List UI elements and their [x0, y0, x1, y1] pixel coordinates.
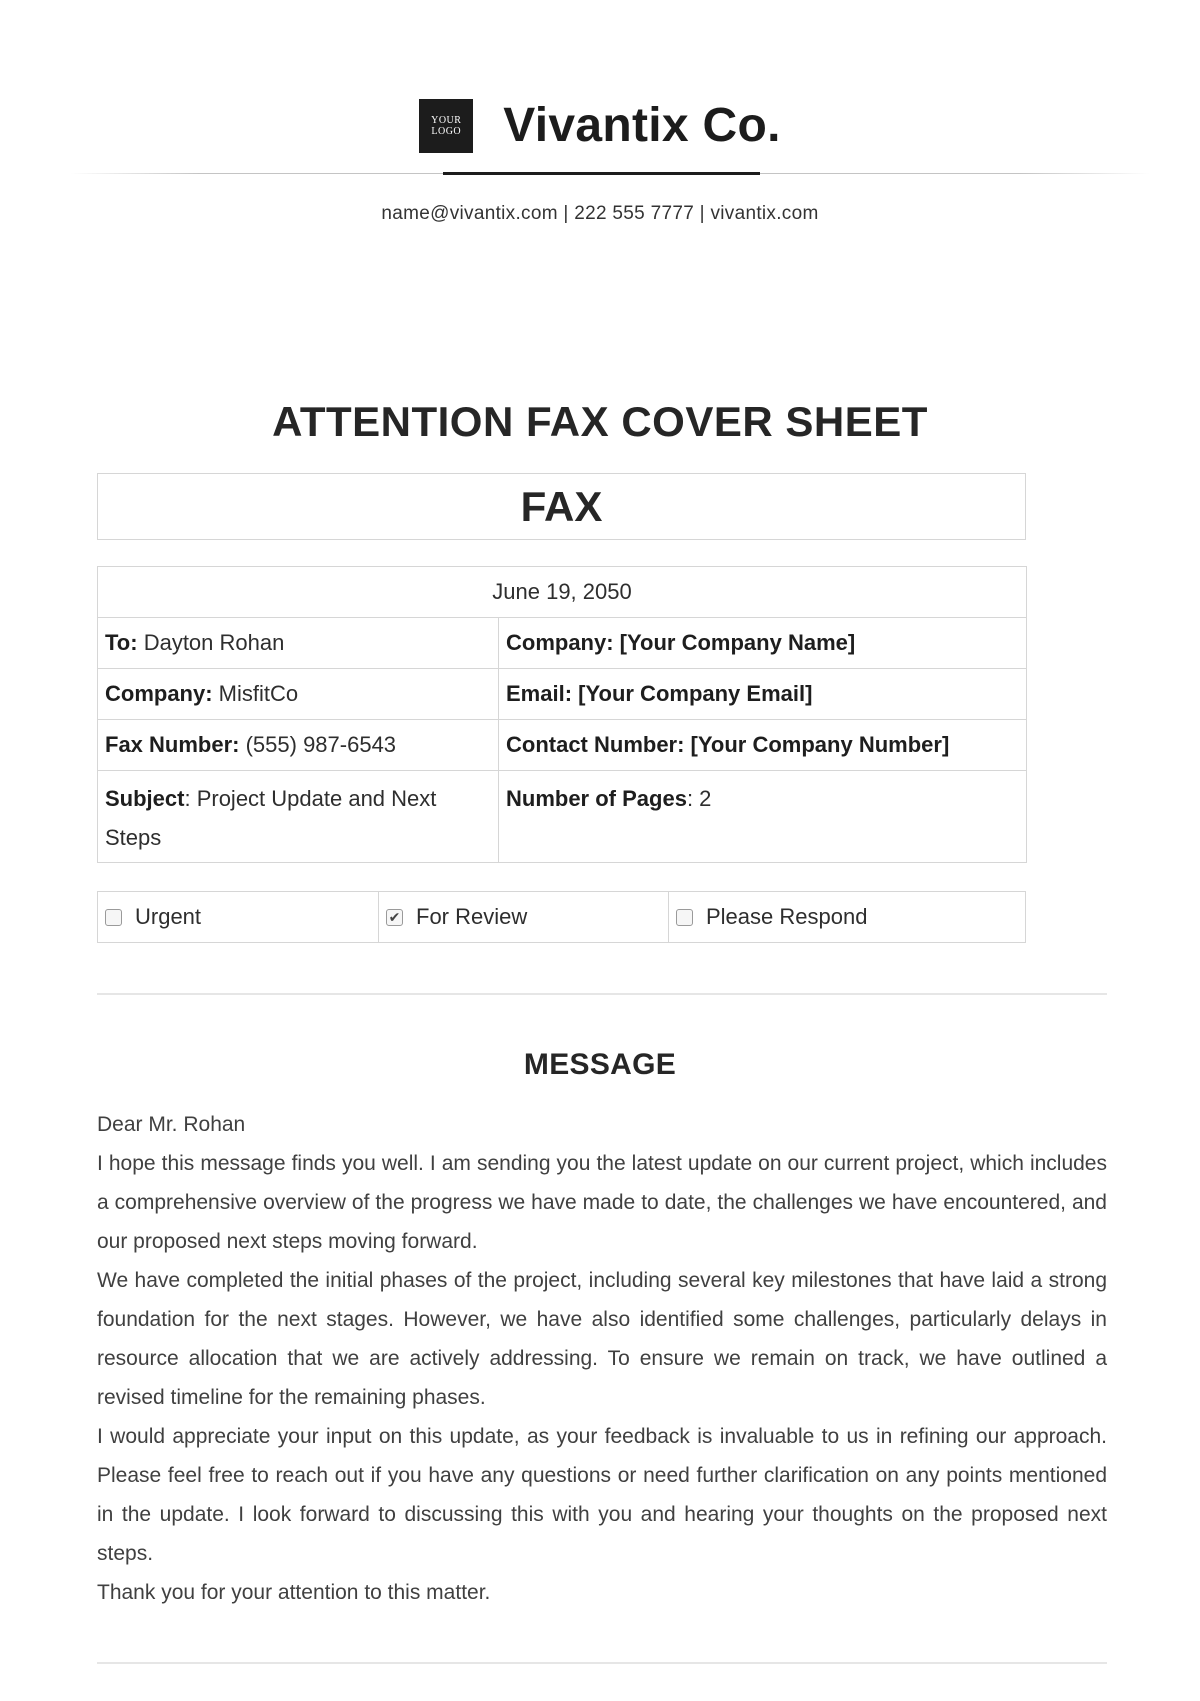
fax-number-value: (555) 987-6543	[239, 732, 397, 757]
checkbox-urgent[interactable]	[105, 909, 122, 926]
table-row	[98, 618, 1027, 669]
option-please-respond-label: Please Respond	[706, 904, 868, 929]
sender-contact	[499, 720, 1027, 771]
sender-company	[499, 618, 1027, 669]
fax-options	[97, 891, 1026, 943]
company-label: Company:	[105, 681, 213, 706]
section-divider	[97, 993, 1107, 995]
option-urgent[interactable]	[98, 892, 379, 942]
contact-line: name@vivantix.com | 222 555 7777 | vivantix.com	[381, 203, 819, 224]
table-row	[98, 669, 1027, 720]
message-salutation: Dear Mr. Rohan	[97, 1113, 246, 1136]
subject-label: Subject	[105, 786, 185, 811]
company-logo	[419, 99, 473, 153]
option-for-review-label: For Review	[416, 904, 528, 929]
fax-number-label: Fax Number:	[105, 732, 240, 757]
checkbox-please-respond[interactable]	[676, 909, 693, 926]
pages-value: : 2	[686, 786, 712, 811]
pages-label: Number of Pages	[506, 786, 687, 811]
table-row	[98, 567, 1027, 618]
message-heading: MESSAGE	[523, 1048, 677, 1081]
message-closing: Thank you for your attention to this matter.	[97, 1581, 491, 1604]
fax-label: FAX	[520, 482, 603, 530]
message-paragraph-3: I would appreciate your input on this update, as your feedback is invaluable to us in refining our approach. Please feel free to reach out if you have any questions or need further clarification on any points mentioned in the update. I look forward to discussing this with you and hearing your thoughts on the proposed next steps.	[97, 1425, 1107, 1565]
sender-company-label: Company: [Your Company Name]	[506, 630, 856, 655]
logo-line-1: YOUR	[431, 114, 462, 126]
checkbox-for-review[interactable]: ✔	[386, 909, 403, 926]
company-value: MisfitCo	[212, 681, 299, 706]
subject-value: : Project Update and Next Steps	[105, 786, 437, 850]
message-paragraph-1: I hope this message finds you well. I am sending you the latest update on our current project, which includes a comprehensive overview of the progress we have made to date, the challenges we have encountered, and our proposed next steps moving forward.	[97, 1152, 1107, 1253]
fax-date: June 19, 2050	[98, 567, 1027, 618]
recipient-company	[98, 669, 499, 720]
option-for-review[interactable]	[379, 892, 669, 942]
to-label: To:	[105, 630, 138, 655]
fax-banner	[97, 473, 1026, 540]
fax-details-table	[97, 566, 1027, 863]
logo-line-2: LOGO	[431, 125, 462, 137]
header-accent-divider	[443, 172, 760, 175]
brand-header	[0, 98, 1200, 153]
table-row	[98, 771, 1027, 863]
sender-contact-label: Contact Number: [Your Company Number]	[506, 732, 950, 757]
option-urgent-label: Urgent	[135, 904, 202, 929]
recipient-fax	[98, 720, 499, 771]
footer-divider	[97, 1662, 1107, 1664]
number-of-pages	[499, 771, 1027, 863]
table-row	[98, 720, 1027, 771]
sender-email	[499, 669, 1027, 720]
option-please-respond[interactable]	[669, 892, 1025, 942]
document-title: ATTENTION FAX COVER SHEET	[272, 398, 928, 445]
message-body	[97, 1105, 1107, 1612]
to-value: Dayton Rohan	[137, 630, 285, 655]
company-name: Vivantix Co.	[503, 99, 781, 152]
sender-email-label: Email: [Your Company Email]	[506, 681, 813, 706]
recipient-to	[98, 618, 499, 669]
message-paragraph-2: We have completed the initial phases of the project, including several key milestones that have laid a strong foundation for the next stages. However, we have also identified some challenges, particularly delays in resource allocation that we are actively addressing. To ensure we remain on track, we have outlined a revised timeline for the remaining phases.	[97, 1269, 1107, 1409]
recipient-subject	[98, 771, 499, 863]
